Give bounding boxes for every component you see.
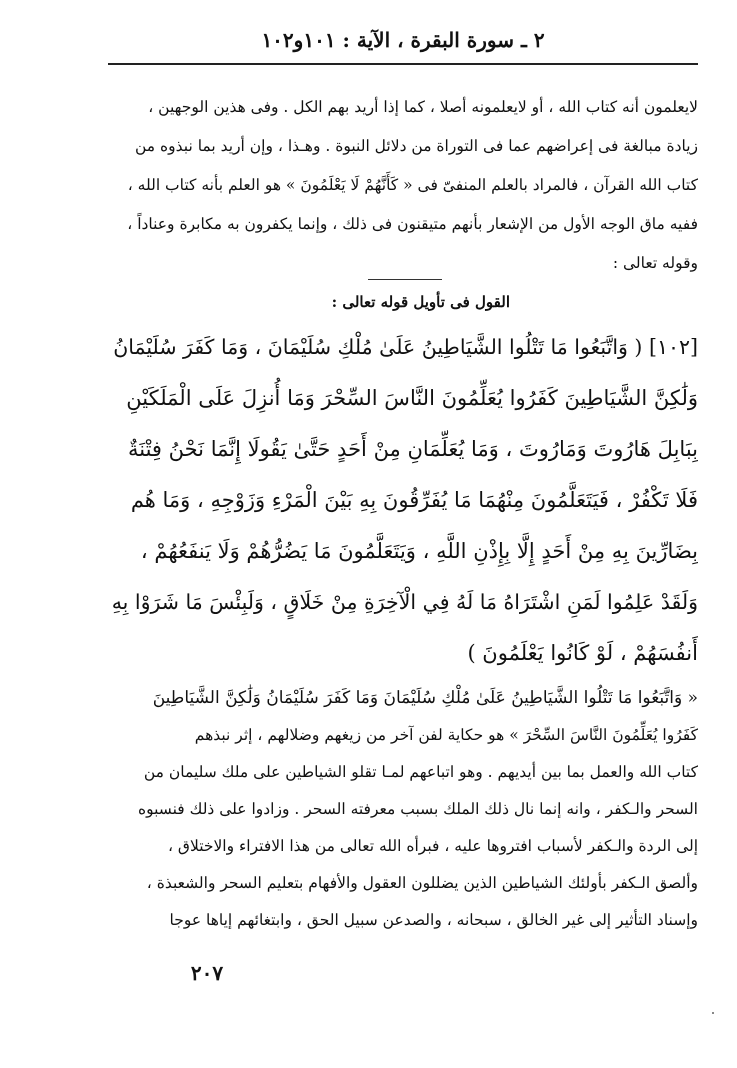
- text-line: ففيه ماق الوجه الأول من الإشعار بأنهم متيقنون فى ذلك ، وإنما يكفرون به مكابرة وعناداً ،: [127, 215, 698, 233]
- verse-line: وَلَٰكِنَّ الشَّيَاطِينَ كَفَرُوا يُعَلِّمُونَ النَّاسَ السِّحْرَ وَمَا أُنزِلَ عَلَى الْمَلَكَيْنِ: [126, 386, 698, 410]
- text-line: إلى الردة والـكفر لأسباب افتروها عليه ، فبرأه الله تعالى من هذا الافتراء والاختلاق ،: [167, 837, 698, 855]
- section-divider: [368, 279, 442, 280]
- verse-line: وَلَقَدْ عَلِمُوا لَمَنِ اشْتَرَاهُ مَا لَهُ فِي الْآخِرَةِ مِنْ خَلَاقٍ ، وَلَبِئْسَ مَا شَرَوْا بِهِ: [111, 590, 698, 614]
- text-line: السحر والـكفر ، وانه إنما نال ذلك الملك بسبب معرفته السحر . وزادوا على ذلك فنسبوه: [137, 800, 698, 818]
- intro-paragraph: [108, 88, 698, 283]
- text-line: كتاب الله والعمل بما بين أيديهم . وهو اتباعهم لمـا تقلو الشياطين على ملك سليمان من: [143, 763, 698, 781]
- text-line: « وَاتَّبَعُوا مَا تَتْلُوا الشَّيَاطِينُ عَلَىٰ مُلْكِ سُلَيْمَانَ وَمَا كَفَرَ سُلَيْمَانُ وَلَٰكِنَّ الشَّيَاطِينَ: [152, 688, 698, 708]
- text-line: لايعلمون أنه كتاب الله ، أو لايعلمونه أصلا ، كما إذا أريد بهم الكل . وفى هذين الوجهين ،: [148, 98, 698, 116]
- header-rule: [108, 63, 698, 65]
- commentary-paragraph: [108, 680, 698, 939]
- verse-line: بِضَارِّينَ بِهِ مِنْ أَحَدٍ إِلَّا بِإِذْنِ اللَّهِ ، وَيَتَعَلَّمُونَ مَا يَضُرُّهُمْ وَلَا يَنفَعُهُمْ ،: [140, 539, 698, 563]
- text-line: وألصق الـكفر بأولئك الشياطين الذين يضللون العقول والأفهام بتعليم السحر والشعبذة ،: [146, 874, 698, 892]
- verse-line: بِبَابِلَ هَارُوتَ وَمَارُوتَ ، وَمَا يُعَلِّمَانِ مِنْ أَحَدٍ حَتَّىٰ يَقُولَا إِنَّمَا نَحْنُ فِتْنَةٌ: [127, 437, 698, 461]
- verse-line: فَلَا تَكْفُرْ ، فَيَتَعَلَّمُونَ مِنْهُمَا مَا يُفَرِّقُونَ بِهِ بَيْنَ الْمَرْءِ وَزَوْجِهِ ، وَمَا هُم: [130, 488, 698, 512]
- text-line: كَفَرُوا يُعَلِّمُونَ النَّاسَ السِّحْرَ » هو حكاية لفن آخر من زيغهم وضلالهم ، إثر نبذهم: [194, 726, 698, 744]
- verse-line: أَنفُسَهُمْ ، لَوْ كَانُوا يَعْلَمُونَ ): [467, 641, 698, 665]
- text-line: وإسناد التأثير إلى غير الخالق ، سبحانه ، والصدعن سبيل الحق ، وابتغائهم إياها عوجا: [169, 911, 698, 929]
- text-line: وقوله تعالى :: [612, 254, 698, 272]
- scan-speck: [712, 1012, 714, 1014]
- text-line: كتاب الله القرآن ، فالمراد بالعلم المنفىّ فى « كَأَنَّهُمْ لَا يَعْلَمُونَ » هو العلم بأنه كتاب الله ،: [127, 176, 698, 194]
- running-header: ٢ ـ سورة البقرة ، الآية : ١٠١و١٠٢: [261, 28, 545, 52]
- section-heading: القول فى تأويل قوله تعالى :: [331, 293, 510, 311]
- page-number: ٢٠٧: [190, 961, 224, 985]
- text-line: زيادة مبالغة فى إعراضهم عما فى التوراة من دلائل النبوة . وهـذا ، وإن أريد بما نبذوه من: [135, 137, 698, 155]
- quran-verse: [108, 322, 698, 679]
- verse-line: [١٠٢] ( وَاتَّبَعُوا مَا تَتْلُوا الشَّيَاطِينُ عَلَىٰ مُلْكِ سُلَيْمَانَ ، وَمَا كَفَرَ سُلَيْمَانُ: [113, 335, 698, 359]
